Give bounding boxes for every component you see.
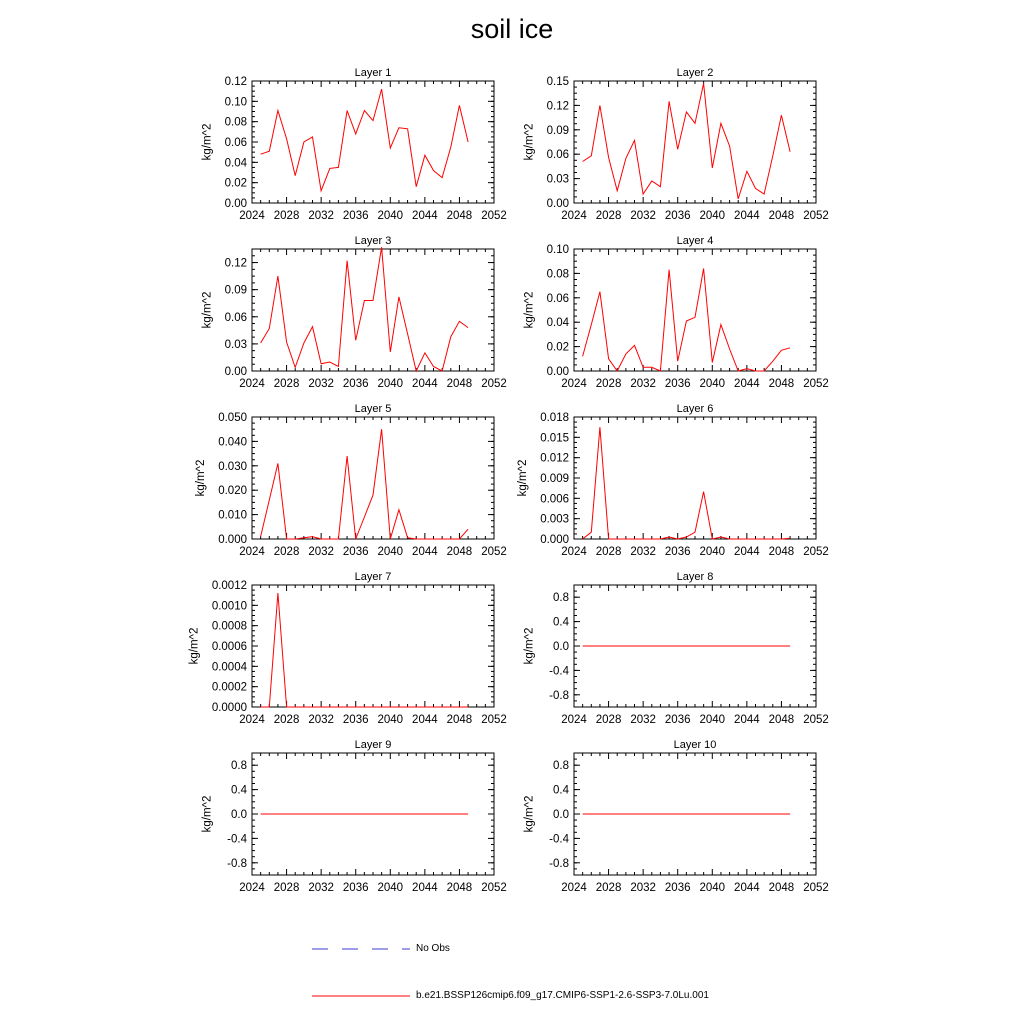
y-tick-label: 0.0 [553,641,569,653]
panel-layer-4 [524,235,829,390]
y-tick-label: 0.000 [540,534,569,546]
panel-layer-3 [202,235,507,390]
y-axis-label: kg/m^2 [523,795,536,833]
series-line [583,427,791,539]
y-tick-label: 0.06 [224,137,247,149]
y-tick-label: 0.0012 [211,580,247,592]
y-tick-label: 0.006 [540,493,569,506]
x-tick-label: 2048 [768,714,795,726]
x-tick-label: 2036 [342,882,369,894]
y-tick-label: 0.06 [224,311,247,324]
plot-frame [252,585,494,707]
x-tick-label: 2032 [308,714,334,726]
y-tick-label: 0.012 [540,452,569,465]
y-tick-label: -0.4 [227,833,247,846]
y-tick-label: 0.06 [546,149,569,162]
y-tick-label: 0.03 [224,338,247,351]
y-axis-label: kg/m^2 [523,123,536,161]
x-tick-label: 2040 [699,210,726,222]
x-tick-label: 2044 [734,210,760,222]
x-tick-label: 2024 [561,210,587,222]
x-tick-label: 2036 [664,210,691,222]
y-axis-label: kg/m^2 [523,627,536,665]
y-tick-label: 0.003 [540,513,569,526]
x-tick-label: 2044 [734,378,760,390]
x-tick-label: 2028 [595,546,622,558]
x-tick-label: 2028 [273,882,300,894]
x-tick-label: 2052 [803,714,829,726]
x-tick-label: 2028 [273,714,300,726]
y-tick-label: 0.030 [218,460,247,473]
x-tick-label: 2040 [699,882,726,894]
x-tick-label: 2052 [803,210,829,222]
y-tick-label: 0.04 [546,317,569,330]
y-axis-label: kg/m^2 [523,291,536,329]
x-tick-label: 2052 [481,882,507,894]
x-tick-label: 2044 [412,210,438,222]
y-tick-label: 0.040 [218,436,247,449]
x-tick-label: 2048 [768,210,795,222]
x-tick-label: 2048 [446,714,473,726]
x-tick-label: 2024 [561,378,587,390]
panel-layer-2 [524,67,829,222]
x-tick-label: 2032 [308,210,334,222]
y-tick-label: -0.8 [549,689,569,702]
y-axis-label: kg/m^2 [201,795,214,833]
plot-frame [574,81,816,203]
y-tick-label: 0.0002 [211,681,247,694]
y-tick-label: 0.04 [224,157,247,170]
y-axis-label: kg/m^2 [195,459,207,497]
x-tick-label: 2036 [664,882,691,894]
x-tick-label: 2040 [699,378,726,390]
panel-title: Layer 2 [676,67,714,79]
legend-label-no-obs: No Obs [416,943,450,954]
x-tick-label: 2036 [664,546,691,558]
y-tick-label: 0.0000 [211,702,247,714]
y-tick-label: 0.0 [231,809,247,821]
y-tick-label: 0.0006 [211,641,247,653]
x-tick-label: 2028 [273,546,300,558]
plot-frame [252,417,494,539]
x-tick-label: 2032 [308,546,334,558]
y-tick-label: 0.018 [540,412,569,424]
x-tick-label: 2044 [734,714,760,726]
x-tick-label: 2028 [595,378,622,390]
panel-title: Layer 10 [673,739,717,751]
x-tick-label: 2028 [595,210,622,222]
panel-layer-8 [524,571,829,726]
y-tick-label: 0.8 [553,592,569,605]
x-tick-label: 2028 [273,378,300,390]
y-tick-label: 0.06 [546,292,569,305]
x-tick-label: 2024 [239,714,265,726]
panel-title: Layer 1 [354,67,392,79]
y-tick-label: 0.12 [546,100,569,113]
x-tick-label: 2044 [412,714,438,726]
x-tick-label: 2048 [768,882,795,894]
y-tick-label: 0.050 [218,412,247,424]
x-tick-label: 2048 [446,546,473,558]
series-line [583,269,791,372]
x-tick-label: 2052 [803,882,829,894]
x-tick-label: 2024 [239,378,265,390]
series-line [261,429,469,539]
x-tick-label: 2052 [803,546,829,558]
plot-frame [252,81,494,203]
y-tick-label: 0.10 [224,96,247,109]
x-tick-label: 2036 [342,546,369,558]
x-tick-label: 2036 [664,714,691,726]
x-tick-label: 2040 [699,714,726,726]
series-line [583,83,791,198]
y-tick-label: 0.0008 [211,620,247,633]
y-tick-label: 0.09 [224,284,247,297]
y-tick-label: -0.8 [549,857,569,870]
x-tick-label: 2024 [239,210,265,222]
x-tick-label: 2044 [734,882,760,894]
panel-layer-6 [517,403,829,558]
x-tick-label: 2044 [412,882,438,894]
y-tick-label: 0.09 [546,124,569,137]
x-tick-label: 2044 [734,546,760,558]
x-tick-label: 2052 [481,210,507,222]
panel-title: Layer 4 [676,235,714,247]
y-tick-label: 0.4 [553,616,569,629]
panel-layer-1 [202,67,507,222]
y-tick-label: -0.8 [227,857,247,870]
x-tick-label: 2048 [446,210,473,222]
panel-title: Layer 6 [676,403,714,415]
x-tick-label: 2040 [377,882,404,894]
y-tick-label: 0.00 [224,366,247,378]
x-tick-label: 2036 [664,378,691,390]
x-tick-label: 2048 [446,378,473,390]
series-line [261,593,469,707]
y-tick-label: 0.0010 [211,600,247,613]
y-tick-label: 0.10 [546,244,569,256]
y-tick-label: 0.02 [224,177,247,190]
y-tick-label: 0.020 [218,485,247,498]
panel-title: Layer 8 [676,571,714,583]
x-tick-label: 2036 [342,210,369,222]
panel-layer-10 [524,739,829,894]
x-tick-label: 2040 [377,210,404,222]
legend-label-model: b.e21.BSSP126cmip6.f09_g17.CMIP6-SSP1-2.6-SSP3-7.0Lu.001 [416,990,709,1001]
y-axis-label: kg/m^2 [201,123,214,161]
y-tick-label: 0.000 [218,534,247,546]
x-tick-label: 2028 [273,210,300,222]
y-tick-label: 0.009 [540,473,569,485]
x-tick-label: 2028 [595,714,622,726]
y-tick-label: 0.0004 [211,661,247,674]
panel-layer-5 [195,403,507,558]
y-tick-label: 0.8 [231,760,247,773]
x-tick-label: 2040 [699,546,726,558]
x-tick-label: 2032 [630,210,656,222]
x-tick-label: 2052 [481,714,507,726]
x-tick-label: 2032 [308,378,334,390]
panel-title: Layer 9 [354,739,392,751]
panel-layer-9 [202,739,507,894]
x-tick-label: 2048 [768,546,795,558]
x-tick-label: 2044 [412,378,438,390]
x-tick-label: 2048 [446,882,473,894]
x-tick-label: 2036 [342,378,369,390]
y-axis-label: kg/m^2 [201,291,214,329]
plot-frame [574,417,816,539]
figure-title: soil ice [470,14,554,44]
x-tick-label: 2036 [342,714,369,726]
y-tick-label: 0.08 [546,268,569,281]
y-axis-label: kg/m^2 [517,459,529,497]
panel-title: Layer 3 [354,235,392,247]
x-tick-label: 2040 [377,714,404,726]
x-tick-label: 2024 [561,714,587,726]
x-tick-label: 2052 [481,378,507,390]
panel-layer-7 [188,571,506,726]
x-tick-label: 2032 [308,882,334,894]
y-tick-label: 0.4 [553,784,569,797]
x-tick-label: 2044 [412,546,438,558]
x-tick-label: 2048 [768,378,795,390]
panel-title: Layer 5 [354,403,392,415]
x-tick-label: 2052 [803,378,829,390]
y-tick-label: 0.12 [224,76,247,88]
y-tick-label: 0.00 [546,366,569,378]
y-tick-label: 0.00 [224,198,247,210]
y-tick-label: 0.015 [540,432,569,445]
y-tick-label: 0.12 [224,257,247,270]
x-tick-label: 2052 [481,546,507,558]
series-line [261,247,469,371]
y-tick-label: 0.4 [231,784,247,797]
y-tick-label: -0.4 [549,833,569,846]
panel-title: Layer 7 [354,571,392,583]
y-tick-label: 0.08 [224,116,247,129]
y-tick-label: 0.03 [546,173,569,186]
y-tick-label: 0.8 [553,760,569,773]
plot-frame [252,249,494,371]
y-tick-label: -0.4 [549,665,569,678]
x-tick-label: 2040 [377,378,404,390]
x-tick-label: 2032 [630,714,656,726]
x-tick-label: 2032 [630,546,656,558]
y-axis-label: kg/m^2 [188,627,201,665]
x-tick-label: 2040 [377,546,404,558]
x-tick-label: 2024 [239,546,265,558]
y-tick-label: 0.02 [546,341,569,354]
y-tick-label: 0.0 [553,809,569,821]
x-tick-label: 2032 [630,882,656,894]
x-tick-label: 2032 [630,378,656,390]
x-tick-label: 2028 [595,882,622,894]
y-tick-label: 0.00 [546,198,569,210]
x-tick-label: 2024 [561,546,587,558]
y-tick-label: 0.010 [218,509,247,522]
x-tick-label: 2024 [561,882,587,894]
x-tick-label: 2024 [239,882,265,894]
y-tick-label: 0.15 [546,76,569,88]
series-line [261,89,469,191]
